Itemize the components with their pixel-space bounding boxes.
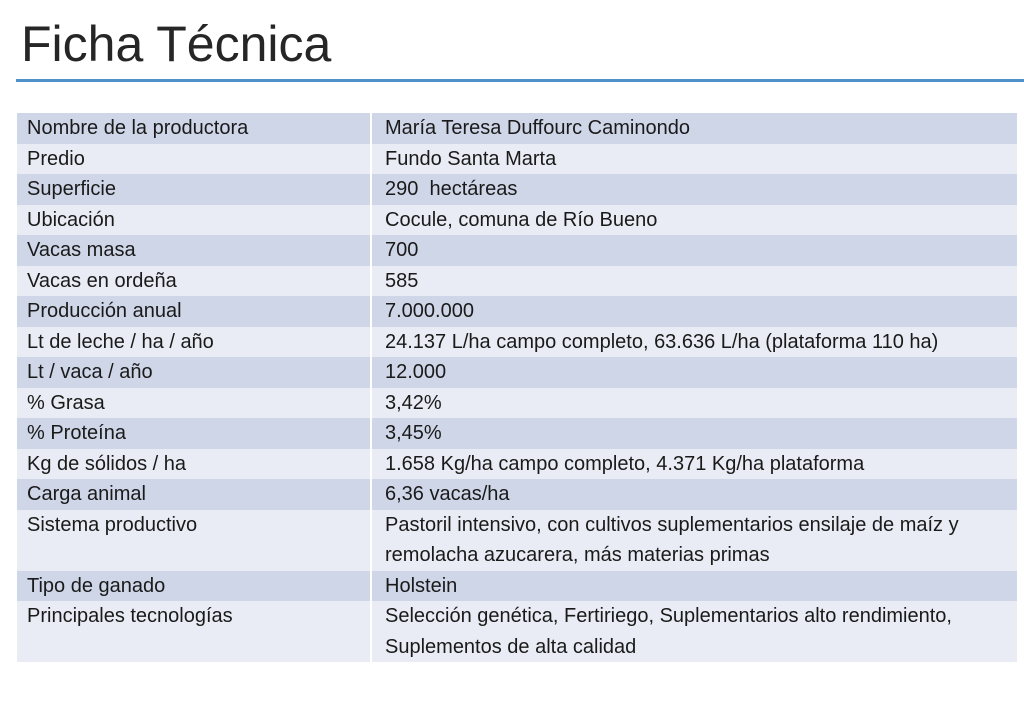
row-label: Tipo de ganado bbox=[17, 571, 371, 602]
table-row bbox=[17, 113, 1017, 144]
table-row bbox=[17, 357, 1017, 388]
row-value: 700 bbox=[371, 235, 1017, 266]
row-value: 585 bbox=[371, 266, 1017, 297]
row-label: Sistema productivo bbox=[17, 510, 371, 571]
row-label: Principales tecnologías bbox=[17, 601, 371, 662]
row-value: Holstein bbox=[371, 571, 1017, 602]
table-row bbox=[17, 418, 1017, 449]
row-value: María Teresa Duffourc Caminondo bbox=[371, 113, 1017, 144]
table-row bbox=[17, 571, 1017, 602]
row-label: Lt / vaca / año bbox=[17, 357, 371, 388]
row-label: % Proteína bbox=[17, 418, 371, 449]
page-title: Ficha Técnica bbox=[21, 16, 332, 72]
row-label: Predio bbox=[17, 144, 371, 175]
data-sheet-table bbox=[17, 113, 1017, 662]
table-row bbox=[17, 327, 1017, 358]
row-value: 290 hectáreas bbox=[371, 174, 1017, 205]
table-row bbox=[17, 266, 1017, 297]
row-label: % Grasa bbox=[17, 388, 371, 419]
row-value: Cocule, comuna de Río Bueno bbox=[371, 205, 1017, 236]
table-row bbox=[17, 174, 1017, 205]
table-row bbox=[17, 144, 1017, 175]
table-row bbox=[17, 296, 1017, 327]
row-value: 1.658 Kg/ha campo completo, 4.371 Kg/ha plataforma bbox=[371, 449, 1017, 480]
row-value: 3,42% bbox=[371, 388, 1017, 419]
row-label: Vacas masa bbox=[17, 235, 371, 266]
table-row bbox=[17, 510, 1017, 571]
row-label: Vacas en ordeña bbox=[17, 266, 371, 297]
row-value: Selección genética, Fertiriego, Suplementarios alto rendimiento, Suplementos de alta calidad bbox=[371, 601, 1017, 662]
title-divider bbox=[16, 79, 1024, 82]
table-row bbox=[17, 601, 1017, 662]
table-row bbox=[17, 388, 1017, 419]
row-label: Superficie bbox=[17, 174, 371, 205]
row-label: Kg de sólidos / ha bbox=[17, 449, 371, 480]
table-row bbox=[17, 449, 1017, 480]
row-label: Producción anual bbox=[17, 296, 371, 327]
row-value: 24.137 L/ha campo completo, 63.636 L/ha (plataforma 110 ha) bbox=[371, 327, 1017, 358]
row-label: Nombre de la productora bbox=[17, 113, 371, 144]
row-value: 7.000.000 bbox=[371, 296, 1017, 327]
row-value: Pastoril intensivo, con cultivos suplementarios ensilaje de maíz y remolacha azucarera, más materias primas bbox=[371, 510, 1017, 571]
row-value: 12.000 bbox=[371, 357, 1017, 388]
row-value: Fundo Santa Marta bbox=[371, 144, 1017, 175]
row-label: Lt de leche / ha / año bbox=[17, 327, 371, 358]
table-row bbox=[17, 235, 1017, 266]
row-label: Carga animal bbox=[17, 479, 371, 510]
row-label: Ubicación bbox=[17, 205, 371, 236]
table-row bbox=[17, 479, 1017, 510]
row-value: 6,36 vacas/ha bbox=[371, 479, 1017, 510]
row-value: 3,45% bbox=[371, 418, 1017, 449]
table-row bbox=[17, 205, 1017, 236]
